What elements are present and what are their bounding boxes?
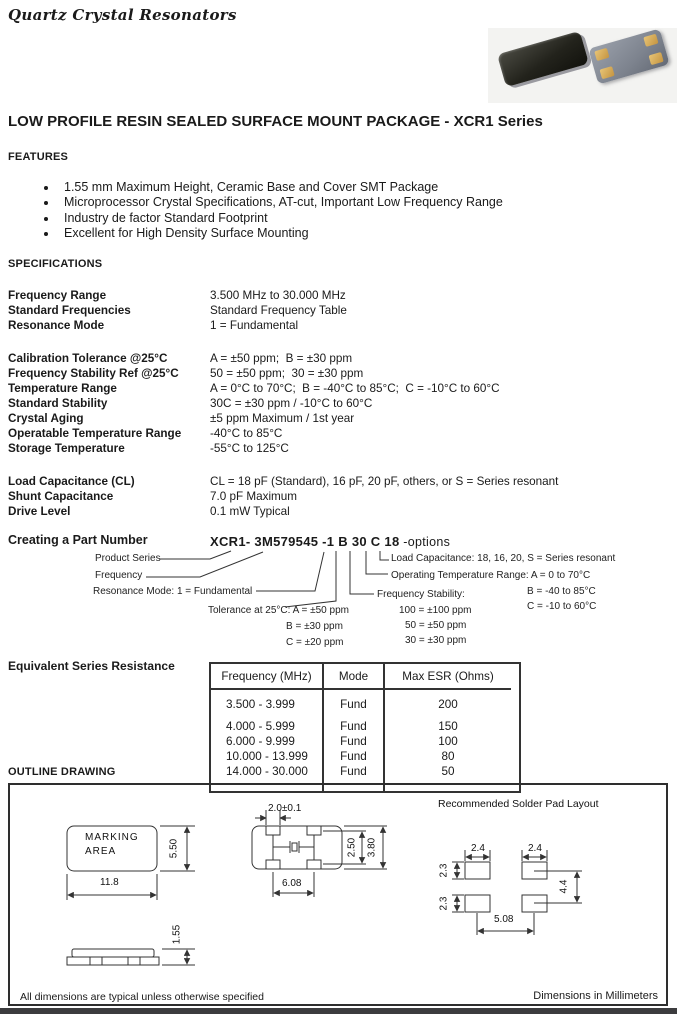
esr-cell-esr: 80	[441, 750, 455, 763]
spec-value: Standard Frequency Table	[210, 304, 347, 317]
pn-label-tolerance: Tolerance at 25°C: A = ±50 ppm	[208, 605, 349, 616]
gold-pad	[643, 34, 658, 47]
spec-row	[8, 303, 673, 318]
brand-header: Quartz Crystal Resonators	[8, 6, 237, 24]
gold-pad	[599, 66, 614, 79]
spec-group	[8, 474, 673, 519]
note-dimensions-millimeters: Dimensions in Millimeters	[533, 990, 658, 1002]
spec-label: Storage Temperature	[8, 442, 125, 455]
pn-label-frequency: Frequency	[95, 570, 143, 581]
esr-cell-esr: 100	[438, 735, 458, 748]
spec-row	[8, 411, 673, 426]
spec-value: A = ±50 ppm; B = ±30 ppm	[210, 352, 353, 365]
note-dimensions-typical: All dimensions are typical unless otherwise specified	[20, 991, 264, 1003]
pn-label-freq-stability: Frequency Stability:	[377, 589, 465, 600]
spec-value: 0.1 mW Typical	[210, 505, 290, 518]
spec-row	[8, 426, 673, 441]
dim-sp-pad-h-top: 2.3	[438, 863, 450, 878]
esr-cell-frequency: 4.000 - 5.999	[211, 719, 324, 734]
marking-area-line1: MARKING	[85, 832, 139, 843]
pn-label-tolerance-c: C = ±20 ppm	[286, 637, 344, 648]
dim-sp-pad-w-left: 2.4	[471, 843, 485, 854]
spec-row	[8, 351, 673, 366]
outline-drawing-box	[8, 783, 668, 1006]
spec-row	[8, 288, 673, 303]
esr-heading: Equivalent Series Resistance	[8, 659, 175, 673]
part-number-code-options: -options	[399, 535, 451, 549]
specifications-heading: SPECIFICATIONS	[8, 258, 103, 270]
dim-pad-width-tol: 2.0±0.1	[268, 803, 302, 814]
spec-value: ±5 ppm Maximum / 1st year	[210, 412, 355, 425]
esr-cell-mode: Fund	[324, 690, 385, 719]
dim-thickness: 1.55	[171, 924, 183, 945]
spec-label: Load Capacitance (CL)	[8, 475, 135, 488]
esr-col-header: Frequency (MHz)	[211, 664, 324, 690]
esr-cell-frequency: 6.000 - 9.999	[211, 734, 324, 749]
spec-group	[8, 288, 673, 333]
spec-row	[8, 474, 673, 489]
spec-row	[8, 504, 673, 519]
dim-pad-outer: 3.80	[366, 837, 378, 858]
spec-row	[8, 318, 673, 333]
features-list	[40, 180, 503, 242]
spec-value: -55°C to 125°C	[210, 442, 289, 455]
gold-pad	[594, 48, 609, 61]
esr-cell-esr: 200	[438, 698, 458, 711]
spec-label: Crystal Aging	[8, 412, 84, 425]
esr-cell-frequency: 10.000 - 13.999	[211, 749, 324, 764]
esr-cell-frequency: 3.500 - 3.999	[211, 690, 324, 719]
page-bottom-edge	[0, 1008, 677, 1014]
spec-row	[8, 381, 673, 396]
esr-cell-mode: Fund	[324, 749, 385, 764]
spec-value: 1 = Fundamental	[210, 319, 299, 332]
esr-table	[209, 662, 521, 793]
spec-row	[8, 441, 673, 456]
dim-sp-pad-h-bottom: 2.3	[438, 896, 450, 911]
spec-label: Standard Frequencies	[8, 304, 131, 317]
esr-col-header: Max ESR (Ohms)	[385, 664, 511, 690]
pn-label-resonance-mode: Resonance Mode: 1 = Fundamental	[93, 586, 253, 597]
crystal-package-bottom-view	[588, 29, 669, 85]
spec-value: -40°C to 85°C	[210, 427, 283, 440]
dim-pad-inner: 2.50	[346, 837, 358, 858]
feature-item: • Industry de factor Standard Footprint	[58, 211, 503, 226]
pn-label-load-capacitance: Load Capacitance: 18, 16, 20, S = Series resonant	[391, 553, 616, 564]
spec-label: Frequency Range	[8, 289, 107, 302]
spec-label: Frequency Stability Ref @25°C	[8, 367, 179, 380]
features-heading: FEATURES	[8, 151, 69, 163]
spec-value: 50 = ±50 ppm; 30 = ±30 ppm	[210, 367, 364, 380]
feature-item: • Microprocessor Crystal Specifications, AT-cut, Important Low Frequency Range	[58, 195, 503, 210]
dim-body-height: 5.50	[168, 838, 180, 859]
pn-label-freq-stability-50: 50 = ±50 ppm	[405, 620, 467, 631]
specifications-list	[8, 288, 673, 537]
spec-label: Calibration Tolerance @25°C	[8, 352, 168, 365]
esr-cell-mode: Fund	[324, 764, 385, 791]
part-number-code-bold: XCR1- 3M579545 -1 B 30 C 18	[210, 534, 400, 549]
pn-label-product-series: Product Series	[95, 553, 161, 564]
spec-label: Temperature Range	[8, 382, 117, 395]
dim-pad-span: 6.08	[282, 878, 302, 889]
product-photo	[488, 28, 677, 103]
dim-sp-h-pitch: 5.08	[494, 914, 514, 925]
marking-area-line2: AREA	[85, 846, 117, 857]
spec-value: CL = 18 pF (Standard), 16 pF, 20 pF, others, or S = Series resonant	[210, 475, 559, 488]
gold-pad	[649, 52, 664, 65]
spec-value: 3.500 MHz to 30.000 MHz	[210, 289, 346, 302]
spec-value: A = 0°C to 70°C; B = -40°C to 85°C; C = -10°C to 60°C	[210, 382, 500, 395]
esr-cell-mode: Fund	[324, 719, 385, 734]
spec-row	[8, 489, 673, 504]
pn-label-operating-temp: Operating Temperature Range: A = 0 to 70°C	[391, 570, 591, 581]
outline-heading: OUTLINE DRAWING	[8, 766, 116, 778]
feature-item: • 1.55 mm Maximum Height, Ceramic Base and Cover SMT Package	[58, 180, 503, 195]
spec-label: Resonance Mode	[8, 319, 105, 332]
dim-sp-pad-w-right: 2.4	[528, 843, 542, 854]
solder-pad-layout-title: Recommended Solder Pad Layout	[438, 798, 599, 810]
page-title: LOW PROFILE RESIN SEALED SURFACE MOUNT PACKAGE - XCR1 Series	[8, 113, 543, 130]
spec-value: 30C = ±30 ppm / -10°C to 60°C	[210, 397, 373, 410]
spec-label: Drive Level	[8, 505, 71, 518]
crystal-package-top-view	[497, 31, 589, 87]
spec-row	[8, 396, 673, 411]
pn-label-freq-stability-100: 100 = ±100 ppm	[399, 605, 472, 616]
pn-label-operating-temp-b: B = -40 to 85°C	[527, 586, 596, 597]
spec-label: Standard Stability	[8, 397, 108, 410]
part-number-heading: Creating a Part Number	[8, 533, 148, 547]
pn-label-operating-temp-c: C = -10 to 60°C	[527, 601, 597, 612]
esr-cell-mode: Fund	[324, 734, 385, 749]
dim-sp-v-pitch: 4.4	[558, 879, 570, 894]
dim-body-width: 11.8	[100, 877, 119, 888]
spec-label: Shunt Capacitance	[8, 490, 114, 503]
esr-cell-esr: 50	[441, 765, 455, 778]
spec-value: 7.0 pF Maximum	[210, 490, 298, 503]
spec-row	[8, 366, 673, 381]
spec-group	[8, 351, 673, 456]
esr-cell-esr: 150	[438, 720, 458, 733]
esr-cell-frequency: 14.000 - 30.000	[211, 764, 324, 791]
feature-item: • Excellent for High Density Surface Mounting	[58, 226, 503, 241]
spec-label: Operatable Temperature Range	[8, 427, 182, 440]
pn-label-freq-stability-30: 30 = ±30 ppm	[405, 635, 467, 646]
esr-col-header: Mode	[324, 664, 385, 690]
pn-label-tolerance-b: B = ±30 ppm	[286, 621, 343, 632]
